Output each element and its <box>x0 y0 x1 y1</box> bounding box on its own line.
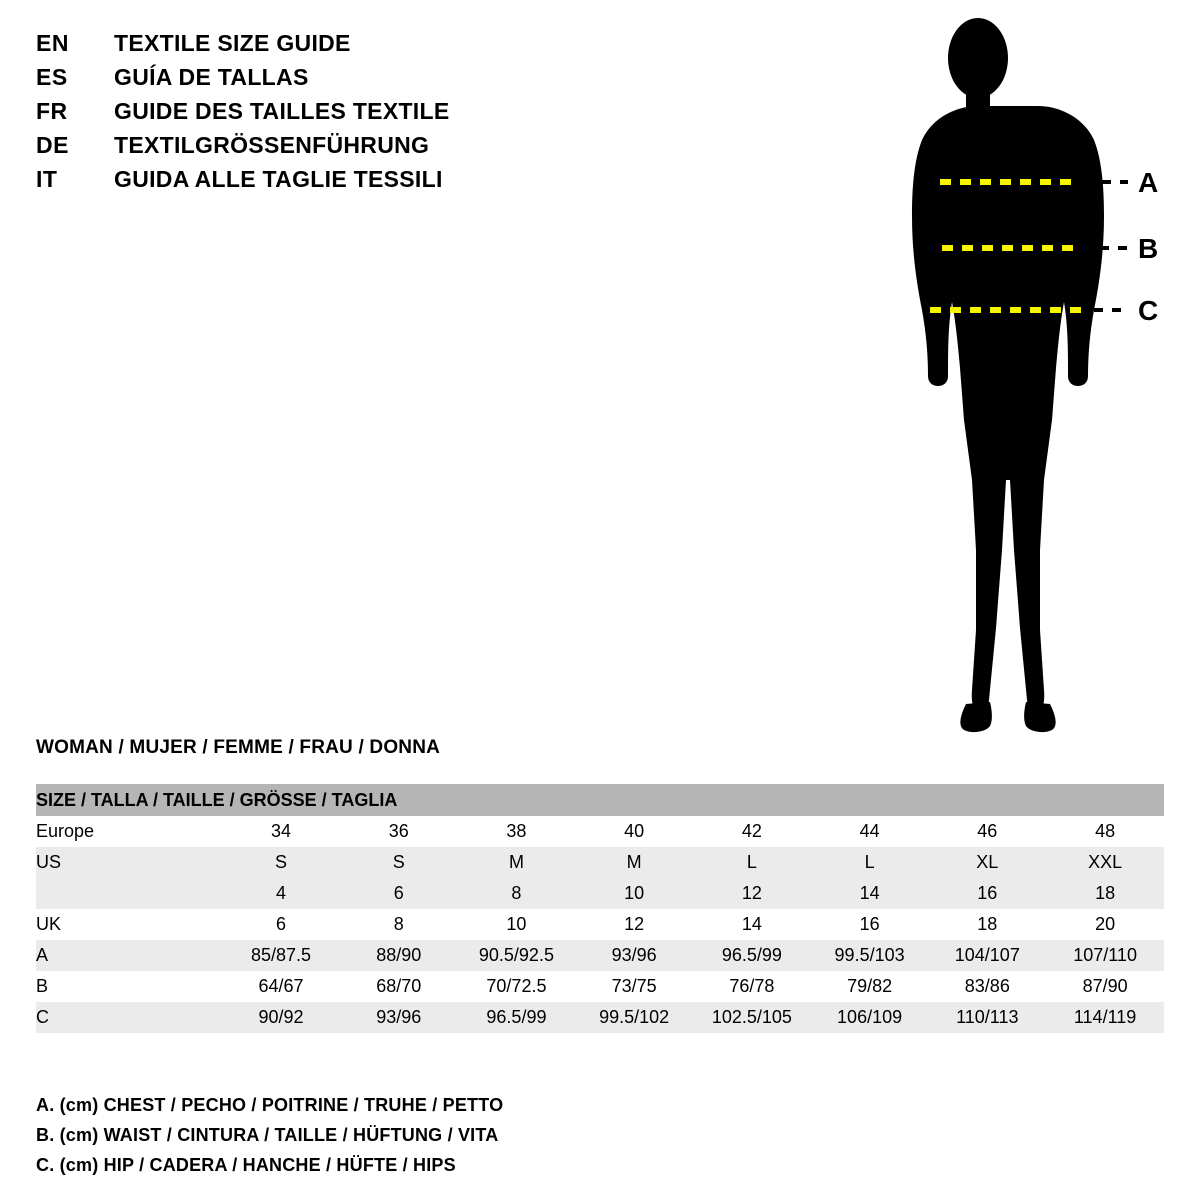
cell-europe-3: 40 <box>575 816 693 847</box>
cell-us-1: S <box>340 847 458 878</box>
cell-europe-4: 42 <box>693 816 811 847</box>
cell-usnum-5: 14 <box>811 878 929 909</box>
table-row-b <box>36 971 1164 1002</box>
row-label-c: C <box>36 1002 222 1033</box>
cell-c-1: 93/96 <box>340 1002 458 1033</box>
row-label-europe: Europe <box>36 816 222 847</box>
title-text-en: TEXTILE SIZE GUIDE <box>114 30 351 56</box>
size-table-wrapper <box>36 784 1164 1033</box>
legend-line-a: A. (cm) CHEST / PECHO / POITRINE / TRUHE / PETTO <box>36 1095 504 1115</box>
cell-uk-6: 18 <box>928 909 1046 940</box>
title-text-it: GUIDA ALLE TAGLIE TESSILI <box>114 166 443 192</box>
table-row-europe <box>36 816 1164 847</box>
title-row-fr <box>36 98 656 132</box>
title-row-en <box>36 30 656 64</box>
cell-uk-3: 12 <box>575 909 693 940</box>
title-lang-en: EN <box>36 30 69 56</box>
cell-uk-5: 16 <box>811 909 929 940</box>
title-row-it <box>36 166 656 200</box>
table-row-us-numeric <box>36 878 1164 909</box>
cell-uk-0: 6 <box>222 909 340 940</box>
cell-uk-2: 10 <box>458 909 576 940</box>
cell-europe-6: 46 <box>928 816 1046 847</box>
cell-usnum-6: 16 <box>928 878 1046 909</box>
table-header-label: SIZE / TALLA / TAILLE / GRÖSSE / TAGLIA <box>36 784 1164 816</box>
body-measurement-figure <box>860 10 1190 750</box>
cell-b-3: 73/75 <box>575 971 693 1002</box>
cell-us-0: S <box>222 847 340 878</box>
legend-line-c: C. (cm) HIP / CADERA / HANCHE / HÜFTE / HIPS <box>36 1155 456 1175</box>
cell-usnum-0: 4 <box>222 878 340 909</box>
legend-line-b: B. (cm) WAIST / CINTURA / TAILLE / HÜFTUNG / VITA <box>36 1125 499 1145</box>
table-row-a <box>36 940 1164 971</box>
title-block <box>36 30 656 200</box>
cell-a-3: 93/96 <box>575 940 693 971</box>
cell-c-2: 96.5/99 <box>458 1002 576 1033</box>
table-header-row <box>36 784 1164 816</box>
cell-a-0: 85/87.5 <box>222 940 340 971</box>
cell-us-2: M <box>458 847 576 878</box>
section-heading-woman: WOMAN / MUJER / FEMME / FRAU / DONNA <box>36 737 441 758</box>
cell-usnum-2: 8 <box>458 878 576 909</box>
size-table <box>36 784 1164 1033</box>
cell-b-7: 87/90 <box>1046 971 1164 1002</box>
cell-b-6: 83/86 <box>928 971 1046 1002</box>
cell-a-4: 96.5/99 <box>693 940 811 971</box>
cell-us-4: L <box>693 847 811 878</box>
legend-block <box>36 1090 736 1180</box>
cell-b-0: 64/67 <box>222 971 340 1002</box>
row-label-b: B <box>36 971 222 1002</box>
cell-c-3: 99.5/102 <box>575 1002 693 1033</box>
cell-c-5: 106/109 <box>811 1002 929 1033</box>
cell-europe-5: 44 <box>811 816 929 847</box>
cell-us-7: XXL <box>1046 847 1164 878</box>
cell-usnum-3: 10 <box>575 878 693 909</box>
table-row-uk <box>36 909 1164 940</box>
title-row-es <box>36 64 656 98</box>
cell-c-4: 102.5/105 <box>693 1002 811 1033</box>
cell-us-5: L <box>811 847 929 878</box>
cell-uk-7: 20 <box>1046 909 1164 940</box>
row-label-us: US <box>36 847 222 878</box>
cell-c-7: 114/119 <box>1046 1002 1164 1033</box>
cell-b-4: 76/78 <box>693 971 811 1002</box>
title-text-es: GUÍA DE TALLAS <box>114 64 309 90</box>
cell-a-6: 104/107 <box>928 940 1046 971</box>
cell-europe-7: 48 <box>1046 816 1164 847</box>
cell-uk-1: 8 <box>340 909 458 940</box>
cell-a-1: 88/90 <box>340 940 458 971</box>
title-lang-it: IT <box>36 166 58 192</box>
cell-b-1: 68/70 <box>340 971 458 1002</box>
cell-c-6: 110/113 <box>928 1002 1046 1033</box>
title-lang-es: ES <box>36 64 68 90</box>
table-row-c <box>36 1002 1164 1033</box>
marker-label-a: A <box>1138 167 1159 198</box>
cell-b-2: 70/72.5 <box>458 971 576 1002</box>
cell-us-3: M <box>575 847 693 878</box>
title-text-de: TEXTILGRÖSSENFÜHRUNG <box>114 132 430 158</box>
cell-a-2: 90.5/92.5 <box>458 940 576 971</box>
female-silhouette-icon <box>912 18 1104 732</box>
marker-label-c: C <box>1138 295 1159 326</box>
title-lang-fr: FR <box>36 98 68 124</box>
cell-us-6: XL <box>928 847 1046 878</box>
row-label-us-numeric <box>36 878 222 909</box>
cell-a-7: 107/110 <box>1046 940 1164 971</box>
row-label-uk: UK <box>36 909 222 940</box>
cell-a-5: 99.5/103 <box>811 940 929 971</box>
cell-c-0: 90/92 <box>222 1002 340 1033</box>
title-text-fr: GUIDE DES TAILLES TEXTILE <box>114 98 450 124</box>
cell-usnum-7: 18 <box>1046 878 1164 909</box>
title-lang-de: DE <box>36 132 69 158</box>
row-label-a: A <box>36 940 222 971</box>
cell-b-5: 79/82 <box>811 971 929 1002</box>
cell-uk-4: 14 <box>693 909 811 940</box>
marker-label-b: B <box>1138 233 1159 264</box>
cell-europe-0: 34 <box>222 816 340 847</box>
cell-usnum-1: 6 <box>340 878 458 909</box>
title-row-de <box>36 132 656 166</box>
table-row-us <box>36 847 1164 878</box>
cell-europe-2: 38 <box>458 816 576 847</box>
cell-europe-1: 36 <box>340 816 458 847</box>
cell-usnum-4: 12 <box>693 878 811 909</box>
